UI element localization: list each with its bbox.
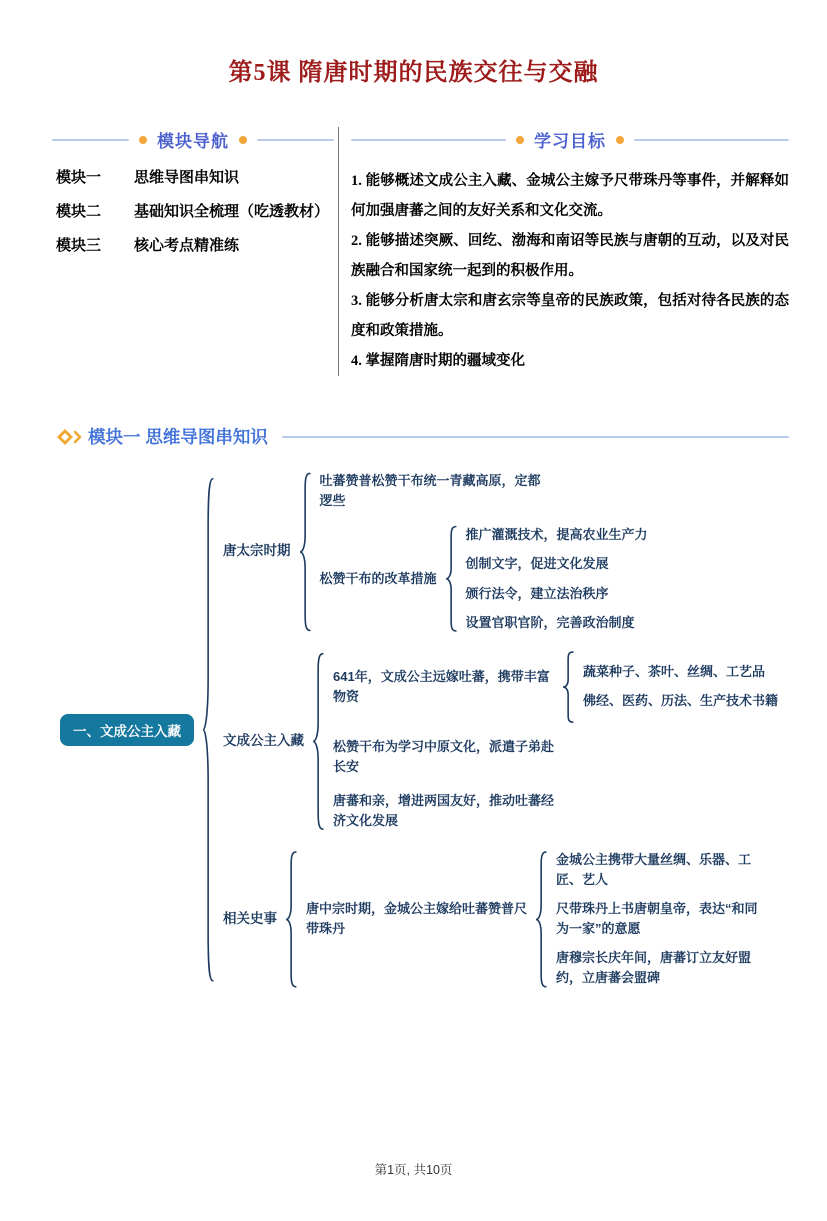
- objectives-heading: 学习目标: [534, 132, 606, 151]
- mindmap-node: [333, 737, 778, 777]
- brace-connector: [202, 471, 215, 988]
- module-nav-column: [52, 127, 334, 376]
- mindmap-node-label: 蔬菜种子、茶叶、丝绸、工艺品: [583, 664, 766, 680]
- mindmap-children: [583, 662, 778, 711]
- deco-line: [634, 139, 789, 141]
- mindmap-children: [333, 651, 778, 832]
- mindmap-children: [466, 525, 648, 633]
- mindmap-node-label: 创制文字，促进文化发展: [465, 556, 609, 572]
- mindmap-node: [333, 651, 778, 723]
- nav-item-module-1: [56, 166, 334, 187]
- mindmap-root-label: 一、文成公主入藏: [60, 714, 194, 746]
- brace-connector: [299, 471, 312, 633]
- brace-connector: [535, 850, 548, 989]
- mindmap-node-label: 文成公主入藏: [223, 732, 304, 748]
- deco-line: [351, 139, 506, 141]
- mindmap-children: [306, 850, 762, 989]
- deco-line: [52, 139, 129, 141]
- mindmap-node-label: 设置官职官阶，完善政治制度: [465, 614, 635, 630]
- page-title: 第5课 隋唐时期的民族交往与交融: [228, 60, 599, 86]
- mindmap-node-label: 唐穆宗长庆年间，唐蕃订立友好盟约，立唐蕃会盟碑: [556, 950, 752, 986]
- mindmap-children: [223, 471, 778, 988]
- mindmap-node-label: 唐中宗时期，金城公主嫁给吐蕃赞普尺带珠丹: [306, 900, 528, 937]
- mindmap-node-label: 推广灌溉技术，提高农业生产力: [465, 527, 648, 543]
- module-nav-list: [52, 166, 334, 255]
- mindmap-root-row: [60, 471, 827, 988]
- mindmap-node: [556, 899, 762, 939]
- objective-item-2: 2. 能够描述突厥、回纥、渤海和南诏等民族与唐朝的互动，以及对民族融合和国家统一起到的积极作用。: [351, 233, 789, 279]
- section-header: [56, 424, 789, 449]
- nav-item-num: 模块二: [56, 203, 102, 220]
- objectives-column: [339, 127, 789, 376]
- mindmap-node-label: 佛经、医药、历法、生产技术书籍: [583, 693, 779, 709]
- mindmap-node: [583, 662, 778, 682]
- mindmap-children: [320, 471, 648, 633]
- brace-connector: [312, 651, 325, 832]
- diamond-chevron-icon: [56, 428, 82, 446]
- mindmap-node: [223, 651, 778, 832]
- deco-dot-icon: [239, 136, 247, 144]
- section-heading: 模块一 思维导图串知识: [88, 427, 268, 447]
- deco-dot-icon: [516, 136, 524, 144]
- mindmap-node: [466, 584, 648, 604]
- mindmap-node-label: 唐蕃和亲，增进两国友好，推动吐蕃经济文化发展: [333, 793, 555, 829]
- mindmap-node: [466, 554, 648, 574]
- mindmap-node: [466, 525, 648, 545]
- nav-item-label: 基础知识全梳理（吃透教材）: [134, 203, 330, 220]
- mindmap-node: [306, 850, 762, 989]
- mindmap-node-label: 松赞干布的改革措施: [319, 570, 437, 586]
- mindmap-node-label: 吐蕃赞普松赞干布统一青藏高原，定都逻些: [319, 473, 541, 509]
- mindmap-node: [223, 471, 778, 633]
- mindmap-node-label: 颁行法令，建立法治秩序: [465, 585, 609, 601]
- mindmap-node-label: 641年，文成公主远嫁吐蕃，携带丰富物资: [333, 668, 550, 704]
- objective-item-4: 4. 掌握隋唐时期的疆域变化: [351, 353, 525, 369]
- mindmap-children: [556, 850, 762, 989]
- mindmap-node-label: 唐太宗时期: [223, 543, 291, 559]
- footer-page-number: 第1页, 共10页: [374, 1163, 453, 1177]
- mindmap-node: [223, 850, 778, 989]
- deco-line: [257, 139, 334, 141]
- mindmap-node-label: 尺带珠丹上书唐朝皇帝，表达“和同为一家”的意愿: [556, 900, 758, 937]
- brace-connector: [285, 850, 298, 989]
- mindmap-node-label: 相关史事: [223, 910, 277, 926]
- brace-connector: [445, 525, 458, 633]
- mindmap-node: [556, 850, 762, 890]
- mindmap: [60, 471, 827, 988]
- nav-item-module-2: [56, 200, 334, 221]
- deco-dot-icon: [616, 136, 624, 144]
- objective-item-3: 3. 能够分析唐太宗和唐玄宗等皇帝的民族政策，包括对待各民族的态度和政策措施。: [351, 293, 789, 339]
- mindmap-node: [333, 791, 778, 831]
- mindmap-node: [320, 525, 648, 633]
- header-block: [52, 127, 789, 376]
- mindmap-node-label: 松赞干布为学习中原文化，派遣子弟赴长安: [333, 739, 555, 775]
- nav-item-label: 核心考点精准练: [134, 237, 240, 254]
- mindmap-node: [556, 948, 762, 988]
- mindmap-node: [583, 691, 778, 711]
- section-line: [282, 436, 789, 438]
- nav-item-label: 思维导图串知识: [134, 169, 240, 186]
- nav-item-num: 模块三: [56, 237, 102, 254]
- deco-dot-icon: [139, 136, 147, 144]
- module-nav-heading: 模块导航: [157, 132, 229, 151]
- mindmap-node: [466, 613, 648, 633]
- brace-connector: [562, 651, 575, 723]
- nav-item-num: 模块一: [56, 169, 102, 186]
- module-nav-header: [52, 127, 334, 152]
- objective-item-1: 1. 能够概述文成公主入藏、金城公主嫁予尺带珠丹等事件，并解释如何加强唐蕃之间的友好关系和文化交流。: [351, 173, 789, 219]
- mindmap-node: [320, 471, 648, 511]
- mindmap-node-label: 金城公主携带大量丝绸、乐器、工匠、艺人: [556, 851, 752, 887]
- nav-item-module-3: [56, 234, 334, 255]
- objectives-header: [351, 127, 789, 152]
